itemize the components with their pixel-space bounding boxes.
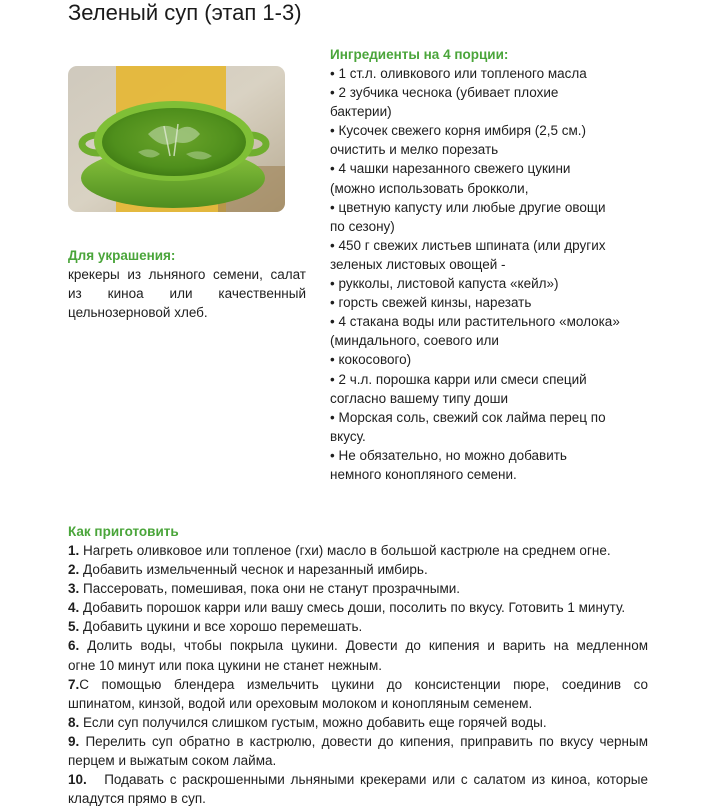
ingredient-line: • рукколы, листовой капуста «кейл») (330, 276, 559, 292)
green-soup-bowl-photo (68, 66, 285, 212)
ingredient-line: • 450 г свежих листьев шпината (или других (330, 237, 606, 253)
step-text-continued: кладутся прямо в суп. (68, 791, 206, 807)
method-step-9 (68, 732, 648, 770)
step-text: Если суп получился слишком густым, можно добавить еще горячей воды. (83, 714, 547, 730)
ingredient-line: • Морская соль, свежий сок лайма перец по (330, 409, 606, 425)
step-number: 6. (68, 638, 80, 654)
ingredient-line: (миндального, соевого или (330, 333, 499, 349)
garnish-heading: Для украшения: (68, 248, 176, 263)
step-text: Подавать с раскрошенными льняными крекерами или с салатом из киноа, которые (104, 772, 648, 788)
ingredients-heading: Ингредиенты на 4 порции: (330, 47, 509, 62)
garnish-section (68, 246, 306, 322)
step-text: Долить воды, чтобы покрыла цукини. Довести до кипения и варить на медленном (87, 638, 648, 654)
ingredient-line: немного конопляного семени. (330, 466, 517, 482)
page-title: Зеленый суп (этап 1-3) (68, 0, 302, 25)
ingredient-line: • цветную капусту или любые другие овощи (330, 199, 606, 215)
method-step-10 (68, 770, 648, 808)
method-step-8 (68, 713, 648, 732)
method-section (68, 522, 648, 808)
method-heading: Как приготовить (68, 524, 179, 539)
ingredient-line: вкусу. (330, 428, 366, 444)
ingredient-line: • 2 ч.л. порошка карри или смеси специй (330, 371, 587, 387)
step-text: Добавить порошок карри или вашу смесь доши, посолить по вкусу. Готовить 1 минуту. (83, 600, 626, 616)
step-text: С помощью блендера измельчить цукини до консистенции пюре, соединив со (79, 676, 648, 692)
step-text: Добавить цукини и все хорошо перемешать. (83, 619, 363, 635)
step-text-continued: перцем и выжатым соком лайма. (68, 753, 277, 769)
method-step-2 (68, 560, 648, 579)
method-step-7 (68, 675, 648, 713)
step-number: 7. (68, 676, 80, 692)
ingredient-line: • 2 зубчика чеснока (убивает плохие (330, 85, 559, 101)
ingredient-line: (можно использовать брокколи, (330, 180, 529, 196)
step-number: 5. (68, 619, 80, 635)
ingredient-line: согласно вашему типу доши (330, 390, 508, 406)
ingredient-line: • 4 чашки нарезанного свежего цукини (330, 161, 571, 177)
step-text-continued: шпинатом, кинзой, водой или ореховым молоком и конопляным семенем. (68, 695, 533, 711)
ingredient-line: зеленых листовых овощей - (330, 256, 506, 272)
step-number: 3. (68, 581, 80, 597)
ingredient-line: по сезону) (330, 218, 395, 234)
step-text-continued: огне 10 минут или пока цукини не станет нежным. (68, 657, 383, 673)
step-text: Нагреть оливковое или топленое (гхи) масло в большой кастрюле на среднем огне. (83, 543, 611, 558)
step-number: 1. (68, 543, 80, 558)
method-step-1 (68, 541, 648, 560)
step-number: 10. (68, 772, 87, 788)
ingredient-line: • кокосового) (330, 352, 412, 368)
step-text: Добавить измельченный чеснок и нарезанный имбирь. (83, 562, 428, 578)
ingredient-line: • 4 стакана воды или растительного «молока» (330, 314, 620, 330)
garnish-text: крекеры из льняного семени, салат из киноа или качественный цельнозерновой хлеб. (68, 267, 306, 320)
ingredient-line: • горсть свежей кинзы, нарезать (330, 295, 532, 311)
step-text: Пассеровать, помешивая, пока они не станут прозрачными. (83, 581, 461, 597)
ingredient-line: • Не обязательно, но можно добавить (330, 447, 567, 463)
method-step-6 (68, 636, 648, 674)
method-step-5 (68, 617, 648, 636)
method-step-3 (68, 579, 648, 598)
ingredient-line: очистить и мелко порезать (330, 142, 499, 158)
step-text: Перелить суп обратно в кастрюлю, довести до кипения, приправить по вкусу черным (85, 733, 648, 749)
step-number: 9. (68, 733, 80, 749)
step-number: 8. (68, 714, 80, 730)
ingredient-line: • 1 ст.л. оливкового или топленого масла (330, 66, 587, 81)
method-step-4 (68, 598, 648, 617)
step-number: 4. (68, 600, 80, 616)
ingredients-section (330, 45, 650, 484)
ingredient-line: бактерии) (330, 104, 392, 120)
step-number: 2. (68, 562, 80, 578)
ingredient-line: • Кусочек свежего корня имбиря (2,5 см.) (330, 123, 587, 139)
